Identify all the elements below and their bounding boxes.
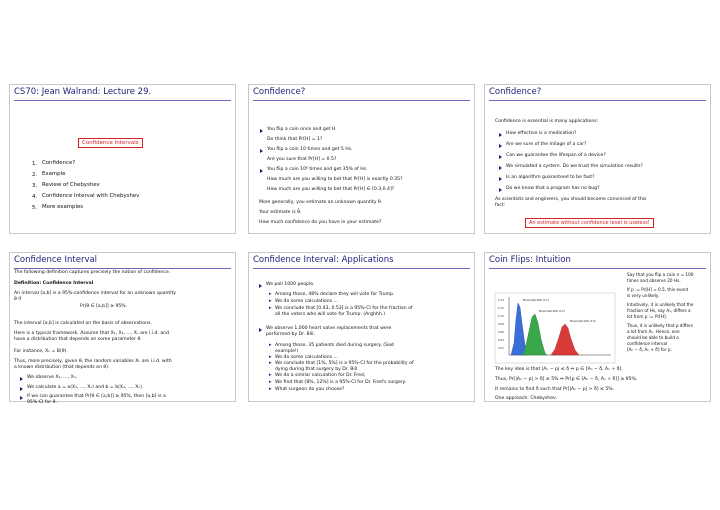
bullet-text: 95%-CI for θ.: [27, 400, 57, 405]
bullet-icon: [260, 129, 263, 133]
side-text: a lot from Aₙ. Hence, one: [627, 329, 680, 334]
bullet-icon: [499, 166, 502, 170]
paragraph-text: Thus, more precisely, given θ, the random variables Xₙ are i.i.d. with: [14, 359, 172, 364]
bullet-icon: [499, 133, 502, 137]
bullet-icon: [499, 155, 502, 159]
application-item: Are we sure of the milage of a car?: [506, 142, 587, 147]
bullet-text: You flip a coin 10 times and get 5 Hs.: [267, 147, 353, 152]
sub-bullet-text: dying during that surgery by Dr. Bill.: [275, 367, 359, 372]
legend-label: Binomial(100, 0.1): [523, 298, 549, 302]
paragraph-text: have a distribution that depends on some parameter θ.: [14, 337, 142, 342]
bullet-icon: [20, 396, 23, 400]
question-text: Do think that Pr[H] = 1?: [267, 137, 323, 142]
sub-bullet-icon: ▸: [269, 291, 272, 297]
sub-bullet-icon: ▸: [269, 386, 272, 392]
paragraph-text: How much confidence do you have in your estimate?: [259, 220, 382, 225]
sub-bullet-icon: ▸: [269, 305, 272, 311]
sub-bullet-icon: ▸: [269, 379, 272, 385]
application-item: Do we know that a program has no bug?: [506, 186, 600, 191]
side-text: If p := Pr[H] = 0.5, this event: [627, 287, 689, 292]
legend-label: Binomial(100, 0.2): [539, 309, 565, 313]
y-tick-label: 0.04: [498, 339, 504, 342]
paragraph-text: The interval [a,b] is calculated on the basis of observations.: [14, 321, 152, 326]
side-text: confidence interval: [627, 341, 668, 346]
intro-text: Confidence is essential is many applications:: [495, 119, 599, 124]
sub-bullet-text: What surgeon do you choose?: [275, 387, 345, 392]
bullet-text: If we can guarantee that Pr[θ ∈ [a,b]] ≥ 95%, then [a,b] is a: [27, 394, 166, 399]
bullet-icon: [259, 328, 262, 332]
sub-bullet-text: Among those, 48% declare they will vote for Trump.: [275, 292, 395, 297]
slide-confidence-2: [484, 84, 711, 234]
application-item: How effective is a medication?: [506, 131, 577, 136]
paragraph-text: a known distribution (that depends on θ).: [14, 365, 110, 370]
intro-text: The following definition captures precisely the notion of confidence.: [14, 270, 171, 275]
sub-bullet-icon: ▸: [269, 372, 272, 378]
side-text: [Aₙ − δ, Aₙ + δ] for p.: [627, 347, 672, 352]
slide-ci-applications: [248, 252, 475, 402]
y-tick-label: 0.14: [498, 299, 504, 302]
slide-confidence-1: [248, 84, 475, 234]
key-idea-text: One approach: Chebyshev.: [495, 396, 557, 401]
key-idea-text: The key idea is that |Aₙ − p| ≤ δ ⇔ p ∈ [Aₙ − δ, Aₙ + δ].: [495, 367, 623, 372]
y-tick-label: 0.12: [498, 307, 504, 310]
outline-number: 5.: [32, 205, 38, 211]
side-text: should be able to build a: [627, 335, 679, 340]
side-text: lot from p := Pr[H].: [627, 314, 667, 319]
title-rule: [14, 100, 231, 101]
key-idea-text: It remains to find δ such that Pr[|Aₙ − p| > δ] ≤ 5%.: [495, 387, 615, 392]
bullet-text: performed by Dr. Bill.: [266, 332, 316, 337]
outline-number: 1.: [32, 161, 38, 167]
bullet-text: You flip a coin once and get H.: [267, 127, 337, 132]
slide-confidence-interval: [9, 252, 236, 405]
slide-heading: Confidence?: [489, 87, 542, 97]
sub-bullet-text: example!): [275, 349, 299, 354]
bullet-text: We observe 1,000 heart valve replacements that were: [266, 326, 392, 331]
sub-bullet-text: We find that [8%, 12%] is a 95%-CI for Dr. Fred's surgery.: [275, 380, 407, 385]
sub-bullet-icon: ▸: [269, 298, 272, 304]
paragraph-text: For instance, Xₙ = B(θ).: [14, 349, 68, 354]
title-rule: [489, 268, 706, 269]
bullet-icon: [499, 144, 502, 148]
title-rule: [253, 268, 470, 269]
outline-item: Confidence?: [42, 160, 76, 166]
bullet-icon: [499, 177, 502, 181]
application-item: Is an algorithm guaranteed to be fast?: [506, 175, 595, 180]
outline-number: 4.: [32, 194, 38, 200]
slide-heading: Coin Flips: Intuition: [489, 255, 571, 265]
side-text: is very unlikely.: [627, 293, 660, 298]
side-text: Say that you flip a coin n = 100: [627, 272, 694, 277]
slide-heading: CS70: Jean Walrand: Lecture 29.: [14, 87, 152, 97]
slide-coin-flips: [484, 252, 711, 402]
sub-bullet-text: We do a similar calculation for Dr. Fred,: [275, 373, 366, 378]
definition-text: θ if: [14, 297, 22, 302]
question-text: Are you sure that Pr[H] = 0.5?: [267, 157, 337, 162]
definition-text: An interval [a,b] is a 95%-confidence interval for an unknown quantity: [14, 291, 177, 296]
slide-heading: Confidence Interval: [14, 255, 98, 265]
y-tick-label: 0.10: [498, 315, 504, 318]
sub-bullet-text: We do some calculations ...: [275, 355, 338, 360]
outline-number: 3.: [32, 183, 38, 189]
slide-title: [9, 84, 236, 234]
sub-bullet-icon: ▸: [269, 342, 272, 348]
sub-bullet-text: We conclude that [0.43, 0.53] is a 95%-CI for the fraction of: [275, 306, 413, 311]
key-idea-text: Thus, Pr[|Aₙ − p| > δ] ≤ 5% ⇔ Pr[p ∈ [Aₙ − δ, Aₙ + δ]] ≥ 95%.: [495, 377, 638, 382]
bullet-text: We poll 1000 people.: [266, 282, 315, 287]
sub-bullet-text: We do some calculations ...: [275, 299, 338, 304]
side-text: Intuitively, it is unlikely that the: [627, 302, 694, 307]
paragraph-text: As scientists and engineers, you should become convinced of this: [495, 197, 647, 202]
sub-bullet-text: Among those, 35 patients died during surgery. (Sad: [275, 343, 394, 348]
outline-item: Example: [42, 171, 66, 177]
sub-bullet-icon: ▸: [269, 360, 272, 366]
bullet-icon: [20, 377, 23, 381]
side-text: Thus, it is unlikely that p differs: [627, 323, 693, 328]
title-rule: [14, 268, 231, 269]
definition-formula: Pr[θ ∈ [a,b]] ≥ 95%.: [80, 304, 128, 309]
warning-badge: An estimate without confidence level is useless!: [525, 218, 654, 228]
slide-heading: Confidence?: [253, 87, 306, 97]
question-text: How much are you willing to bet that Pr[H] ∈ [0.3,0.4]?: [267, 187, 395, 192]
slide-heading: Confidence Interval: Applications: [253, 255, 394, 265]
outline-number: 2.: [32, 172, 38, 178]
sub-bullet-text: We conclude that [1%, 5%] is a 95%-CI for the probability of: [275, 361, 414, 366]
question-text: How much are you willing to bet that Pr[H] is exactly 0.35?: [267, 177, 403, 182]
bullet-text: We observe X₁, ..., Xₙ.: [27, 375, 78, 380]
outline-item: Confidence Interval with Chebyshev: [42, 193, 140, 199]
binomial-figure: [495, 293, 615, 363]
paragraph-text: More generally, you estimate an unknown quantity θ.: [259, 200, 383, 205]
application-item: We simulated a system. Do we trust the simulation results?: [506, 164, 643, 169]
topic-badge: Confidence Intervals: [78, 138, 143, 148]
bullet-icon: [260, 149, 263, 153]
bullet-icon: [260, 169, 263, 173]
side-text: fraction of Hs, say Aₙ, differs a: [627, 308, 691, 313]
paragraph-text: Your estimate is θ̂.: [259, 210, 302, 215]
title-rule: [253, 100, 470, 101]
side-text: times and observe 20 Hs.: [627, 278, 681, 283]
definition-label: Definition: Confidence Interval: [14, 281, 94, 286]
y-tick-label: 0.02: [498, 347, 504, 350]
y-tick-label: 0.06: [498, 331, 504, 334]
bullet-icon: [20, 387, 23, 391]
paragraph-text: Here is a typical framework. Assume that X₁, X₂, ..., Xₙ are i.i.d. and: [14, 331, 169, 336]
bullet-icon: [499, 188, 502, 192]
title-rule: [489, 100, 706, 101]
bullet-text: You flip a coin 10⁶ times and get 35% of Hs.: [267, 167, 368, 172]
outline-item: More examples: [42, 204, 84, 210]
y-tick-label: 0.08: [498, 323, 504, 326]
bullet-icon: [259, 284, 262, 288]
bullet-text: We calculate a = a(X₁, ..., Xₙ) and b = b(X₁, ..., Xₙ).: [27, 385, 144, 390]
legend-label: Binomial(100, 0.5): [570, 319, 596, 323]
sub-bullet-icon: ▸: [269, 354, 272, 360]
sub-bullet-text: all the voters who will vote for Trump. (Arghhh.): [275, 312, 385, 317]
application-item: Can we guarantee the lifespan of a device?: [506, 153, 606, 158]
outline-item: Review of Chebyshev: [42, 182, 100, 188]
paragraph-text: fact:: [495, 203, 506, 208]
